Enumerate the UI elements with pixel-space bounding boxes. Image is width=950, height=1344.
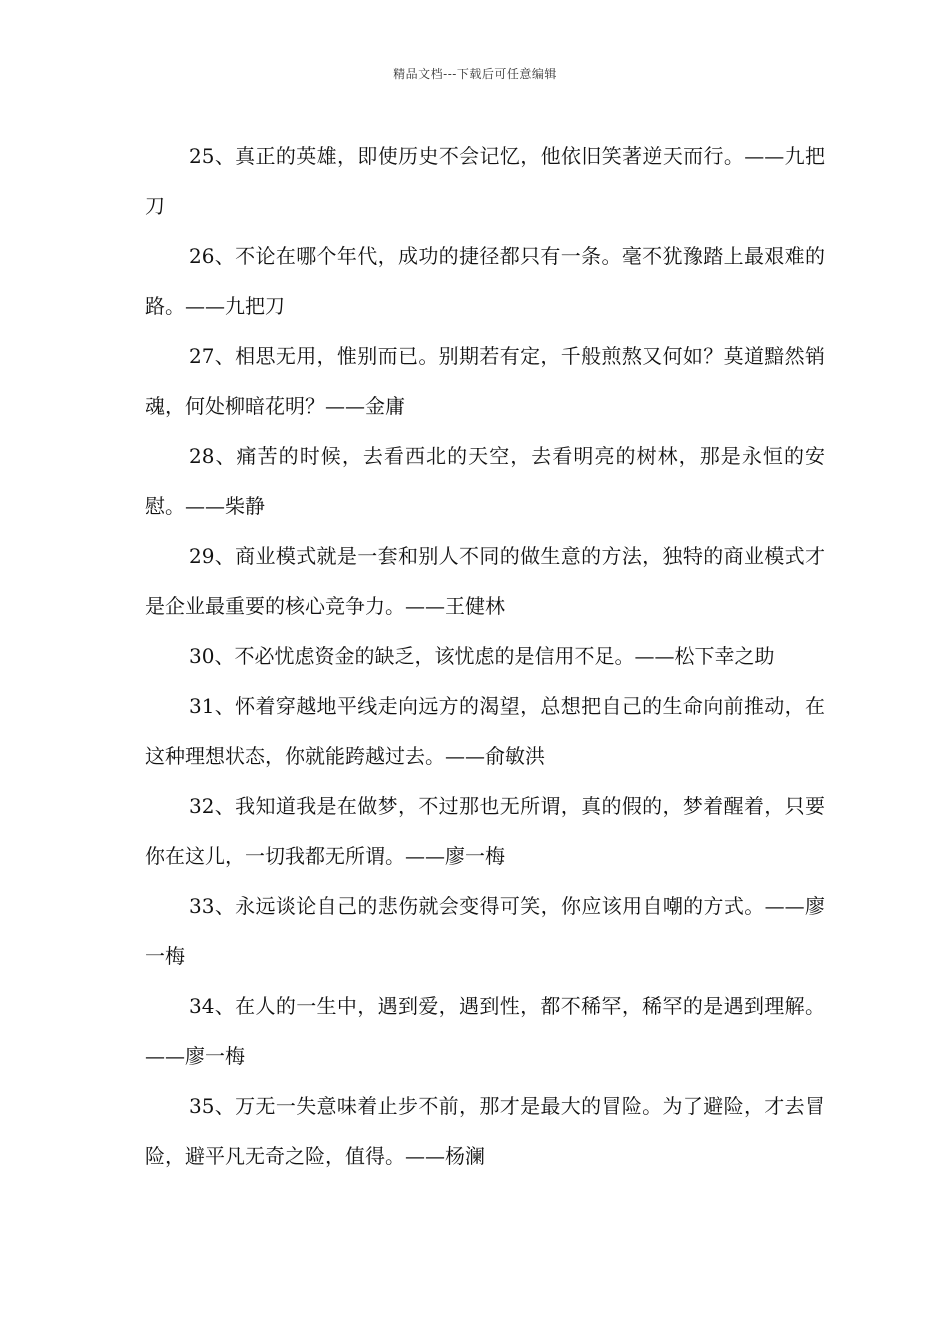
quote-paragraph-33: 33、永远谈论自己的悲伤就会变得可笑，你应该用自嘲的方式。——廖一梅 <box>145 894 825 968</box>
quote-paragraph-35: 35、万无一失意味着止步不前，那才是最大的冒险。为了避险，才去冒险，避平凡无奇之险，值得。——杨澜 <box>145 1094 825 1168</box>
quote-paragraph-26: 26、不论在哪个年代，成功的捷径都只有一条。毫不犹豫踏上最艰难的路。——九把刀 <box>145 244 825 318</box>
quote-paragraph-28: 28、痛苦的时候，去看西北的天空，去看明亮的树林，那是永恒的安慰。——柴静 <box>145 444 825 518</box>
page-header: 精品文档---下载后可任意编辑 <box>393 67 557 81</box>
quote-paragraph-32: 32、我知道我是在做梦，不过那也无所谓，真的假的，梦着醒着，只要你在这儿，一切我都无所谓。——廖一梅 <box>145 794 825 868</box>
quote-paragraph-30: 30、不必忧虑资金的缺乏，该忧虑的是信用不足。——松下幸之助 <box>189 644 775 668</box>
quote-paragraph-29: 29、商业模式就是一套和别人不同的做生意的方法，独特的商业模式才是企业最重要的核心竞争力。——王健林 <box>145 544 825 618</box>
quote-paragraph-27: 27、相思无用，惟别而已。别期若有定，千般煎熬又何如？莫道黯然销魂，何处柳暗花明？——金庸 <box>145 344 825 418</box>
quote-paragraph-34: 34、在人的一生中，遇到爱，遇到性，都不稀罕，稀罕的是遇到理解。——廖一梅 <box>145 994 825 1068</box>
quote-list <box>145 131 825 1181</box>
quote-paragraph-31: 31、怀着穿越地平线走向远方的渴望，总想把自己的生命向前推动，在这种理想状态，你就能跨越过去。——俞敏洪 <box>145 694 825 768</box>
quote-paragraph-25: 25、真正的英雄，即使历史不会记忆，他依旧笑著逆天而行。——九把刀 <box>145 144 825 218</box>
